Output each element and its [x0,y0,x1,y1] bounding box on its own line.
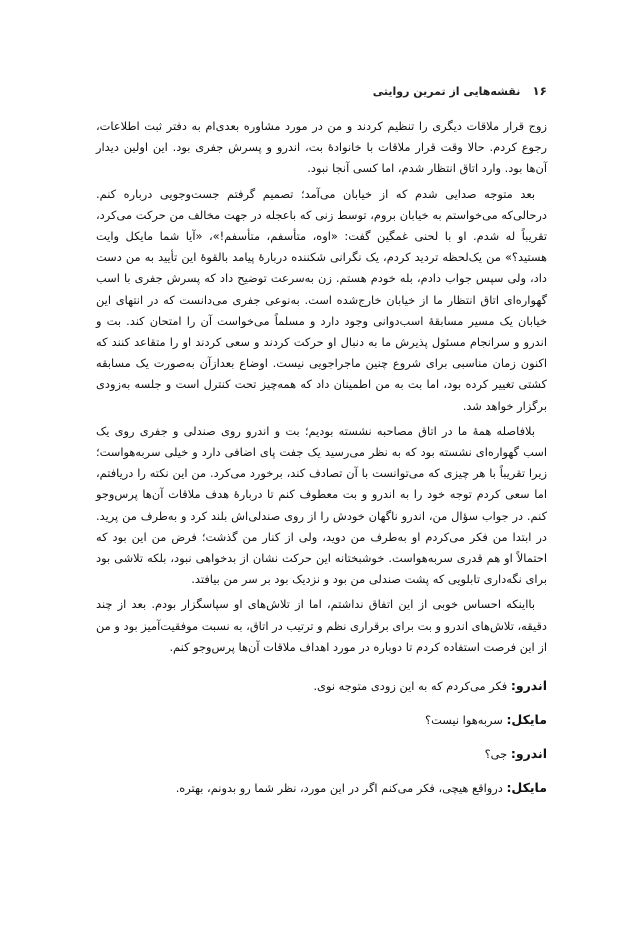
running-header [96,84,547,104]
dialogue [96,676,547,798]
paragraph: بعد متوجه صدایی شدم که از خیابان می‌آمد؛ تصمیم گرفتم جست‌وجویی درباره کنم. درحالی‌که می‌خواستم به خیابان بروم، توسط زنی که باعجله در جهت مخالف من حرکت می‌کرد، تقریباً له شدم. او با لحنی غمگین گفت: «اوه، متأسفم، متأسفم!»، «آیا شما مایکل وایت هستید؟» من یک‌لحظه تردید کردم، یک نگرانی شکننده دربارهٔ پیامد بالقوهٔ این تأیید به من دست داد، ولی سپس جواب دادم، بله خودم هستم. زن به‌سرعت توضیح داد که پسرش جفری با اسب گهواره‌ای اتاق انتظار ما از خیابان خارج‌شده است. به‌نوعی جفری می‌دانست که در انتهای این خیابان یک مسیر مسابقهٔ اسب‌دوانی وجود دارد و مسلماً می‌خواست آن را امتحان کند. بت و اندرو و سرانجام مسئول پذیرش ما به دنبال او حرکت کردند و سعی کردند او را متقاعد کنند که اکنون زمان مناسبی برای شروع چنین ماجراجویی نیست. اوضاع بعدازآن به‌صورت یک مسابقه کشتی تغییر کرده بود، اما بت به من اطمینان داد که همه‌چیز تحت کنترل است و جلسه به‌زودی برگزار خواهد شد. [96,186,547,413]
dialogue-line [96,710,547,730]
dialogue-text: سربه‌هوا نیست؟ [425,713,507,728]
paragraph: بلافاصله همهٔ ما در اتاق مصاحبه نشسته بودیم؛ بت و اندرو روی صندلی و جفری روی یک اسب گهواره‌ای نشسته بود که به نظر می‌رسید یک جفت پای اضافی دارد و خیلی سربه‌هواست؛ زیرا تقریباً با هر چیزی که می‌توانست با آن تصادف کند، برخورد می‌کرد. من این نکته را دریافتم، اما سعی کردم توجه خود را به اندرو و بت معطوف کنم تا دربارهٔ هدف ملاقات آن‌ها پرس‌وجو کنم. در جواب سؤال من، اندرو ناگهان خودش را از روی صندلی‌اش بلند کرد و به‌طرف من پرید. در ابتدا من فکر می‌کردم او به‌طرف من دوید، ولی از کنار من گذشت؛ فرض من این بود که احتمالاً او هم قدری سربه‌هواست. خوشبختانه این حرکت نشان از بدخواهی نبود، بلکه تلاشی بود برای نگه‌داری تابلویی که پشت صندلی من بود و نزدیک بود بر سر من بیافتد. [96,423,547,587]
body-text [96,116,547,812]
speaker-name: مایکل: [506,712,547,728]
dialogue-line [96,778,547,798]
speaker-name: اندرو: [510,746,547,762]
dialogue-text: فکر می‌کردم که به این زودی متوجه نوی. [313,679,511,694]
dialogue-text: درواقع هیچی، فکر می‌کنم اگر در این مورد، نظر شما رو بدونم، بهتره. [175,781,507,796]
paragraph: زوج قرار ملاقات دیگری را تنظیم کردند و من در مورد مشاوره بعدی‌ام به دفتر ثبت اطلاعات، رجوع کردم. حالا وقت قرار ملاقات با خانوادهٔ بت، اندرو و پسرش جفری بود. این اولین دیدار آن‌ها بود. وارد اتاق انتظار شدم، اما کسی آنجا نبود. [96,119,547,176]
dialogue-text: جی؟ [484,747,511,762]
paragraph: بااینکه احساس خوبی از این اتفاق نداشتم، اما از تلاش‌های او سپاسگزار بودم. بعد از چند دقیقه، تلاش‌های اندرو و بت برای برقراری نظم و ترتیب در اتاق، به نسبت موفقیت‌آمیز بود و من از این فرصت استفاده کردم تا دوباره در مورد اهداف ملاقات آن‌ها پرس‌وجو کنم. [96,597,547,654]
speaker-name: مایکل: [506,780,547,796]
speaker-name: اندرو: [510,678,547,694]
dialogue-line [96,744,547,764]
book-title: نقشه‌هایی از تمرین روایتی [372,85,521,98]
dialogue-line [96,676,547,696]
page-number: ۱۶ [532,84,547,98]
